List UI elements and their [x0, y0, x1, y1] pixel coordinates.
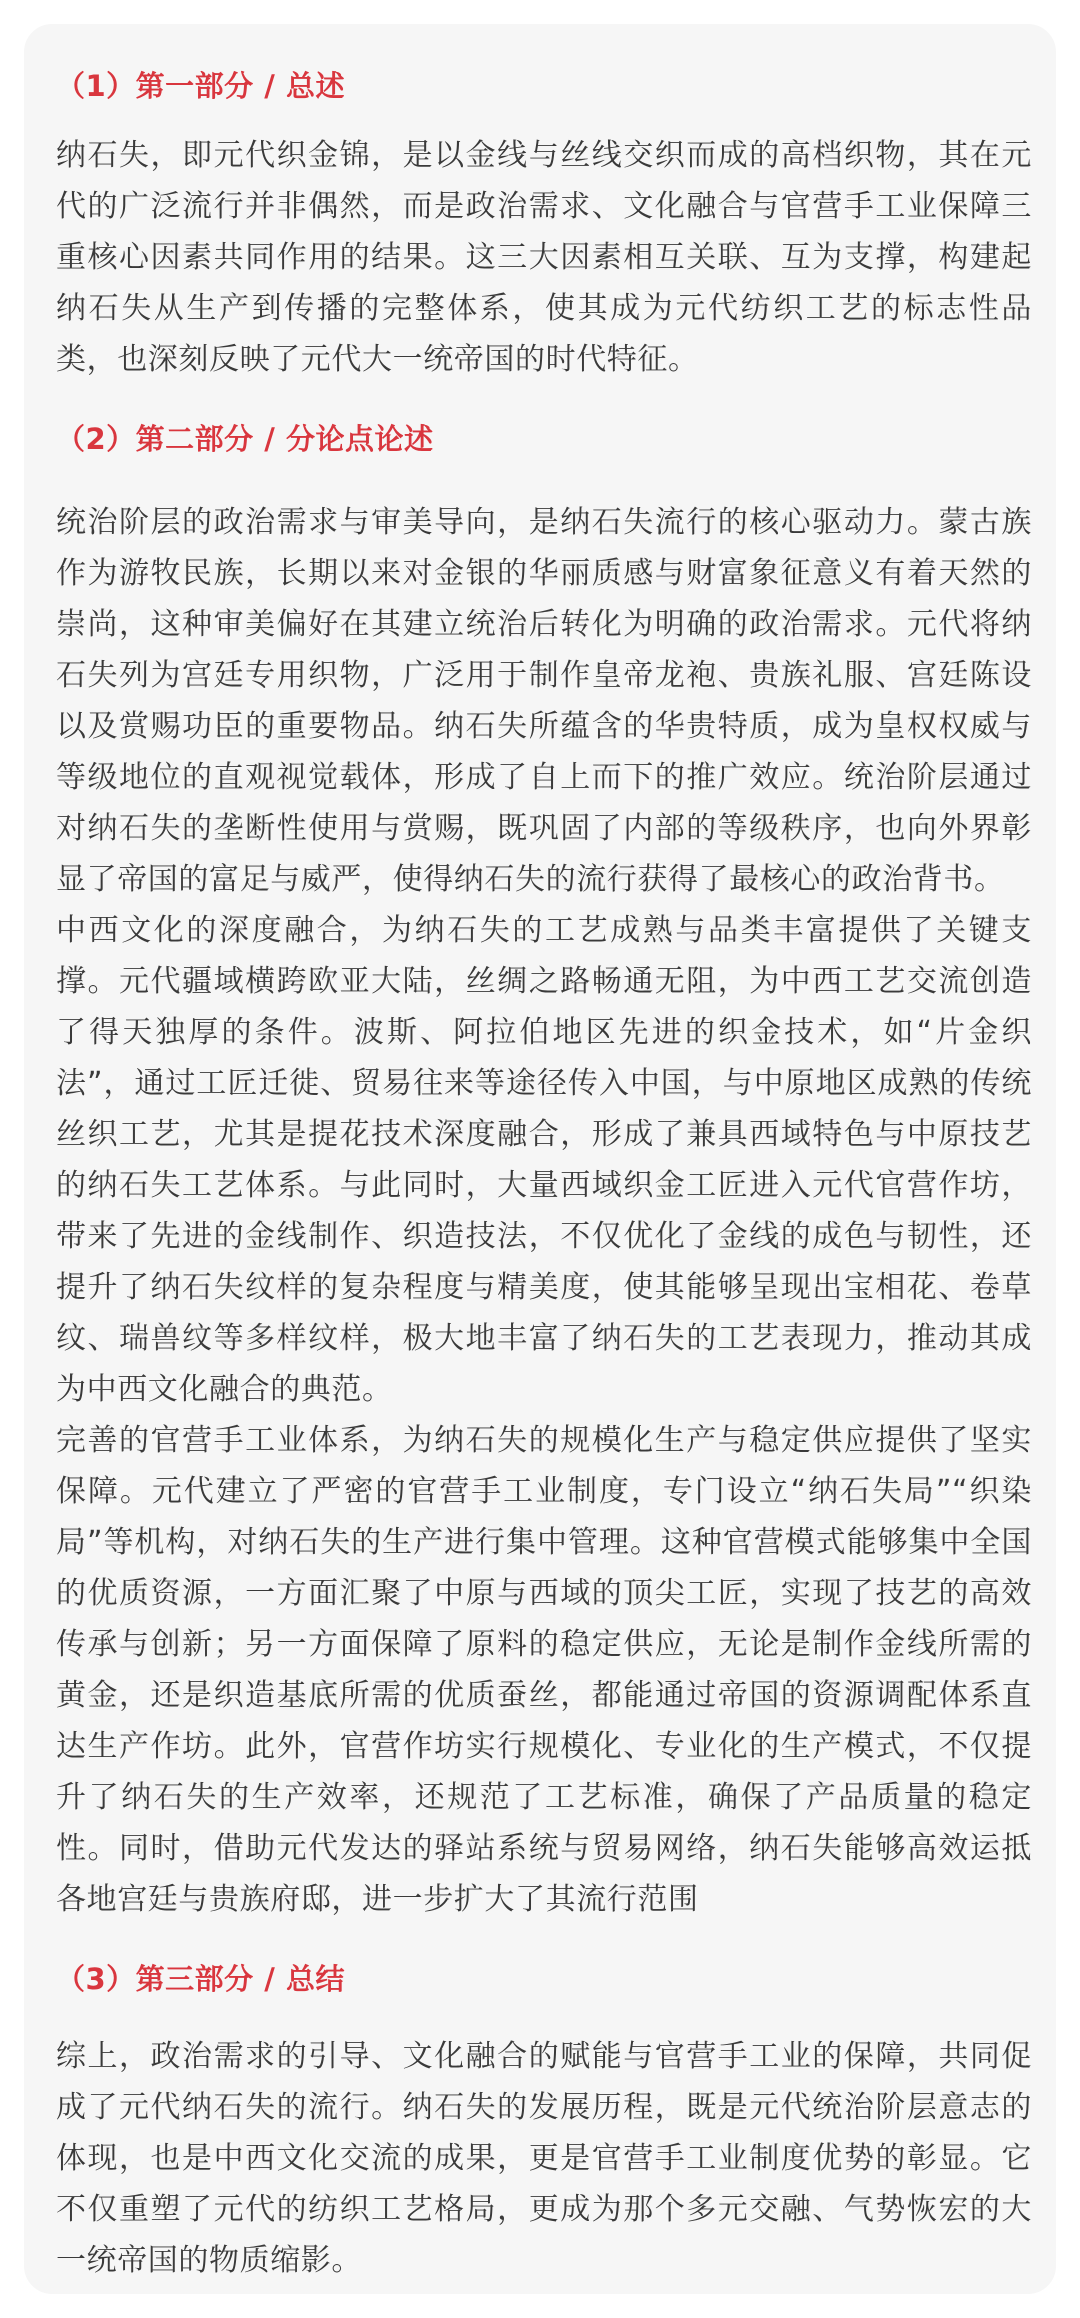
- section-1-heading: （1）第一部分 / 总述: [56, 69, 345, 103]
- section-2-paragraph-industry: 完善的官营手工业体系，为纳石失的规模化生产与稳定供应提供了坚实保障。元代建立了严密的官营手工业制度，专门设立“纳石失局”“织染局”等机构，对纳石失的生产进行集中管理。这种官营模式能够集中全国的优质资源，一方面汇聚了中原与西域的顶尖工匠，实现了技艺的高效传承与创新；另一方面保障了原料的稳定供应，无论是制作金线所需的黄金，还是织造基底所需的优质蚕丝，都能通过帝国的资源调配体系直达生产作坊。此外，官营作坊实行规模化、专业化的生产模式，不仅提升了纳石失的生产效率，还规范了工艺标准，确保了产品质量的稳定性。同时，借助元代发达的驿站系统与贸易网络，纳石失能够高效运抵各地宫廷与贵族府邸，进一步扩大了其流行范围: [56, 1423, 1032, 1917]
- section-1-paragraph: 纳石失，即元代织金锦，是以金线与丝线交织而成的高档织物，其在元代的广泛流行并非偶然，而是政治需求、文化融合与官营手工业保障三重核心因素共同作用的结果。这三大因素相互关联、互为支撑，构建起纳石失从生产到传播的完整体系，使其成为元代纺织工艺的标志性品类，也深刻反映了元代大一统帝国的时代特征。: [56, 138, 1032, 377]
- section-3-heading: （3）第三部分 / 总结: [56, 1962, 345, 1996]
- article-card: [24, 24, 1056, 2294]
- section-3-paragraph: 综上，政治需求的引导、文化融合的赋能与官营手工业的保障，共同促成了元代纳石失的流行。纳石失的发展历程，既是元代统治阶层意志的体现，也是中西文化交流的成果，更是官营手工业制度优势的彰显。它不仅重塑了元代的纺织工艺格局，更成为那个多元交融、气势恢宏的大一统帝国的物质缩影。: [56, 2039, 1032, 2278]
- section-2-heading: （2）第二部分 / 分论点论述: [56, 422, 434, 456]
- section-2-paragraph-political: 统治阶层的政治需求与审美导向，是纳石失流行的核心驱动力。蒙古族作为游牧民族，长期以来对金银的华丽质感与财富象征意义有着天然的崇尚，这种审美偏好在其建立统治后转化为明确的政治需求。元代将纳石失列为宫廷专用织物，广泛用于制作皇帝龙袍、贵族礼服、宫廷陈设以及赏赐功臣的重要物品。纳石失所蕴含的华贵特质，成为皇权权威与等级地位的直观视觉载体，形成了自上而下的推广效应。统治阶层通过对纳石失的垄断性使用与赏赐，既巩固了内部的等级秩序，也向外界彰显了帝国的富足与威严，使得纳石失的流行获得了最核心的政治背书。: [56, 505, 1032, 897]
- section-2-paragraph-culture: 中西文化的深度融合，为纳石失的工艺成熟与品类丰富提供了关键支撑。元代疆域横跨欧亚大陆，丝绸之路畅通无阻，为中西工艺交流创造了得天独厚的条件。波斯、阿拉伯地区先进的织金技术，如“片金织法”，通过工匠迁徙、贸易往来等途径传入中国，与中原地区成熟的传统丝织工艺，尤其是提花技术深度融合，形成了兼具西域特色与中原技艺的纳石失工艺体系。与此同时，大量西域织金工匠进入元代官营作坊，带来了先进的金线制作、织造技法，不仅优化了金线的成色与韧性，还提升了纳石失纹样的复杂程度与精美度，使其能够呈现出宝相花、卷草纹、瑞兽纹等多样纹样，极大地丰富了纳石失的工艺表现力，推动其成为中西文化融合的典范。: [56, 913, 1032, 1407]
